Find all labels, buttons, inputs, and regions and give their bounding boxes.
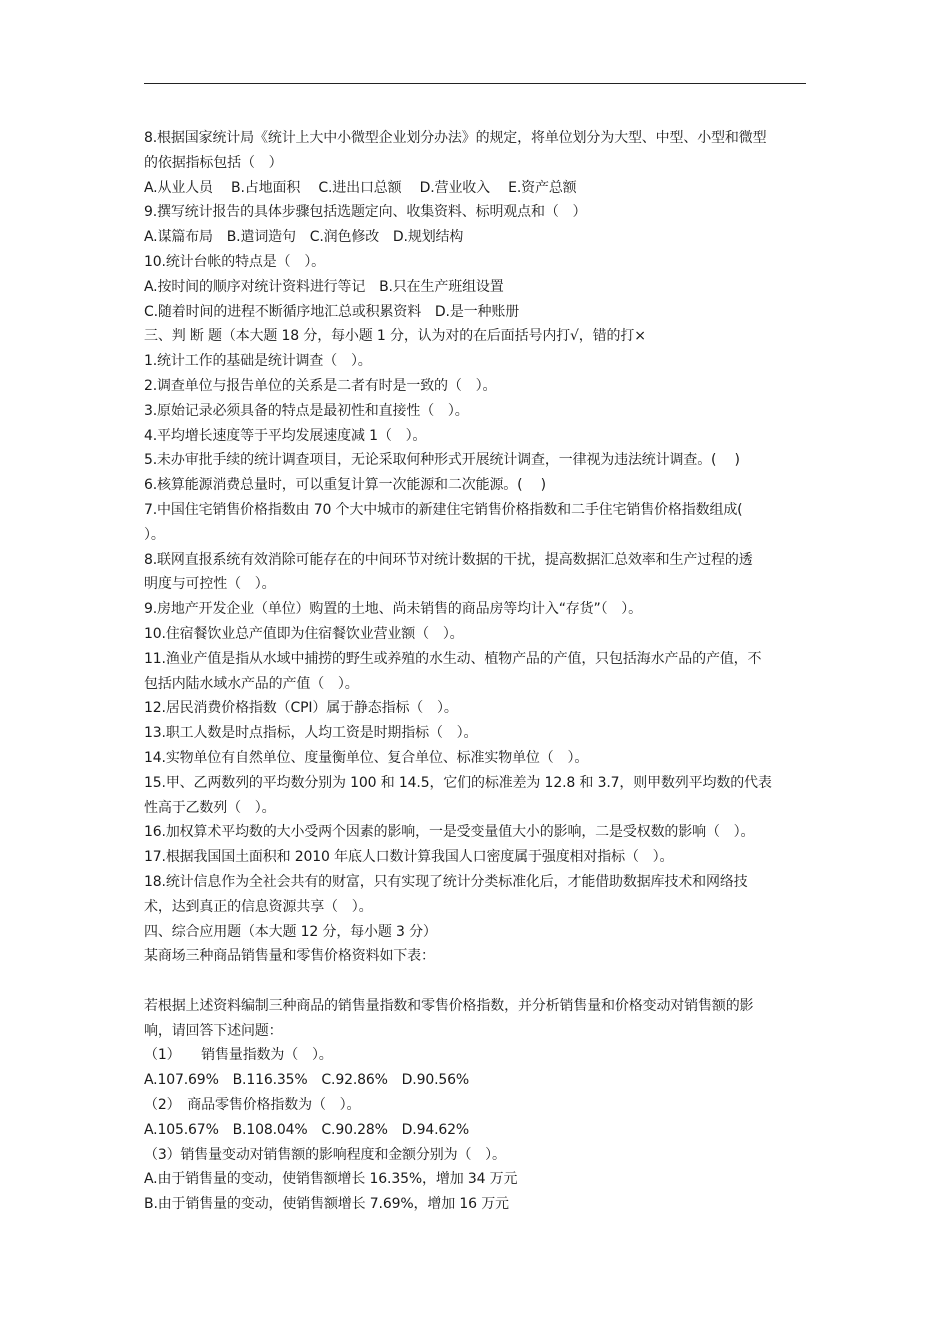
text-line: 三、判 断 题（本大题 18 分，每小题 1 分，认为对的在后面括号内打√，错的打× — [144, 328, 646, 345]
text-line: 9.撰写统计报告的具体步骤包括选题定向、收集资料、标明观点和（ ） — [144, 204, 587, 221]
text-line: 4.平均增长速度等于平均发展速度减 1（ ）。 — [144, 427, 427, 444]
text-line: （3）销售量变动对销售额的影响程度和金额分别为（ ）。 — [144, 1146, 506, 1163]
text-line: 7.中国住宅销售价格指数由 70 个大中城市的新建住宅销售价格指数和二手住宅销售价格指数组成( — [144, 501, 743, 518]
text-line: A.从业人员 B.占地面积 C.进出口总额 D.营业收入 E.资产总额 — [144, 179, 577, 196]
text-line: 包括内陆水域水产品的产值（ ）。 — [144, 675, 359, 692]
text-line: 某商场三种商品销售量和零售价格资料如下表： — [144, 948, 435, 965]
text-line: A.谋篇布局 B.遣词造句 C.润色修改 D.规划结构 — [144, 229, 464, 246]
text-line: 术，达到真正的信息资源共享（ ）。 — [144, 898, 373, 915]
text-line: B.由于销售量的变动，使销售额增长 7.69%，增加 16 万元 — [144, 1196, 509, 1213]
text-line: 明度与可控性（ ）。 — [144, 576, 276, 593]
text-line: 性高于乙数列（ ）。 — [144, 799, 276, 816]
text-line: A.105.67% B.108.04% C.90.28% D.94.62% — [144, 1121, 470, 1138]
text-line: A.按时间的顺序对统计资料进行等记 B.只在生产班组设置 — [144, 278, 504, 295]
text-line: 11.渔业产值是指从水域中捕捞的野生或养殖的水生动、植物产品的产值，只包括海水产品的产值，不 — [144, 650, 762, 667]
text-line: 1.统计工作的基础是统计调查（ ）。 — [144, 353, 372, 370]
text-line: 16.加权算术平均数的大小受两个因素的影响，一是受变量值大小的影响，二是受权数的影响（ ）。 — [144, 824, 755, 841]
text-line: 18.统计信息作为全社会共有的财富，只有实现了统计分类标准化后，才能借助数据库技术和网络技 — [144, 873, 748, 890]
text-line: 响，请回答下述问题： — [144, 1022, 283, 1039]
text-line: 10.住宿餐饮业总产值即为住宿餐饮业营业额（ ）。 — [144, 625, 464, 642]
text-line: 若根据上述资料编制三种商品的销售量指数和零售价格指数，并分析销售量和价格变动对销售额的影 — [144, 997, 754, 1014]
blank-line — [144, 969, 808, 994]
document-body — [144, 126, 808, 1217]
text-line: 四、综合应用题（本大题 12 分，每小题 3 分） — [144, 923, 437, 940]
text-line: 17.根据我国国土面积和 2010 年底人口数计算我国人口密度属于强度相对指标（ ）。 — [144, 849, 674, 866]
text-line: 6.核算能源消费总量时，可以重复计算一次能源和二次能源。( ) — [144, 477, 546, 494]
text-line: 5.未办审批手续的统计调查项目，无论采取何种形式开展统计调查，一律视为违法统计调查。( ) — [144, 452, 740, 469]
text-line: 3.原始记录必须具备的特点是最初性和直接性（ ）。 — [144, 402, 469, 419]
text-line: 2.调查单位与报告单位的关系是二者有时是一致的（ ）。 — [144, 377, 497, 394]
text-line: 8.根据国家统计局《统计上大中小微型企业划分办法》的规定，将单位划分为大型、中型、小型和微型 — [144, 130, 767, 146]
text-line: 10.统计台帐的特点是（ ）。 — [144, 253, 326, 270]
text-line: A.107.69% B.116.35% C.92.86% D.90.56% — [144, 1072, 470, 1089]
text-line: A.由于销售量的变动，使销售额增长 16.35%，增加 34 万元 — [144, 1171, 518, 1188]
text-line: 12.居民消费价格指数（CPI）属于静态指标（ ）。 — [144, 700, 458, 717]
text-line: 13.职工人数是时点指标，人均工资是时期指标（ ）。 — [144, 725, 478, 742]
text-line: 的依据指标包括（ ） — [144, 154, 283, 171]
text-line: （2） 商品零售价格指数为（ ）。 — [144, 1097, 361, 1114]
text-line: （1） 销售量指数为（ ）。 — [144, 1047, 333, 1064]
text-line: 15.甲、乙两数列的平均数分别为 100 和 14.5，它们的标准差为 12.8 和 3.7，则甲数列平均数的代表 — [144, 774, 772, 791]
text-line: ）。 — [144, 526, 165, 543]
text-line: 9.房地产开发企业（单位）购置的土地、尚未销售的商品房等均计入“存货”（ ）。 — [144, 601, 643, 618]
text-line: 14.实物单位有自然单位、度量衡单位、复合单位、标准实物单位（ ）。 — [144, 749, 589, 766]
text-line: 8.联网直报系统有效消除可能存在的中间环节对统计数据的干扰，提高数据汇总效率和生产过程的透 — [144, 551, 753, 568]
header-rule — [144, 83, 806, 84]
text-line: C.随着时间的进程不断循序地汇总或积累资料 D.是一种账册 — [144, 303, 520, 320]
